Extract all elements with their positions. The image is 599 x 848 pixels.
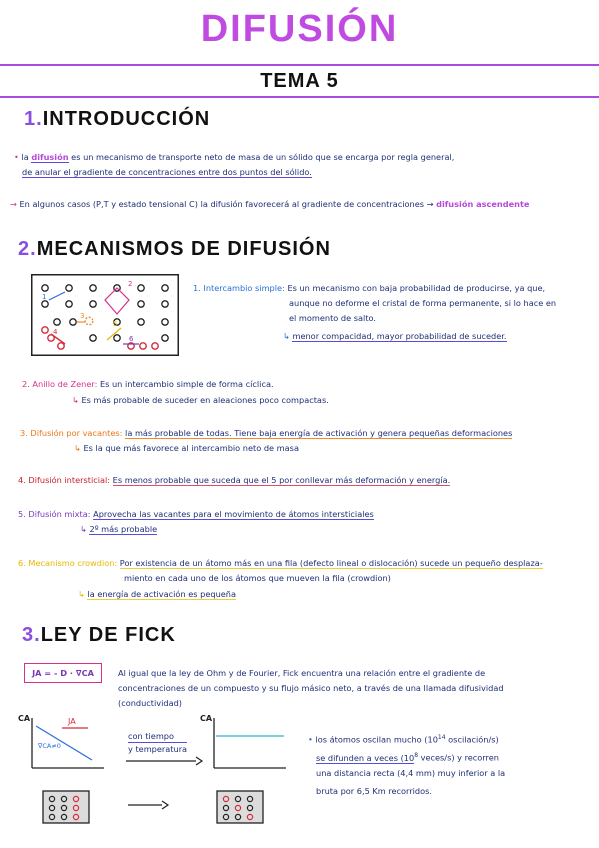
mech-5-line-1 <box>18 507 374 522</box>
fick-bullet-1-text: los átomos oscilan mucho (10 <box>315 734 438 745</box>
mech-1-line-4: ↳ menor compacidad, mayor probabilidad de suceder. <box>283 331 507 341</box>
exchange-arrow <box>49 292 65 300</box>
page-title: DIFUSIÓN <box>200 8 399 50</box>
graph-1-gradient-label: ∇CA≠0 <box>38 742 61 750</box>
zener-ring <box>105 288 129 314</box>
mech-3-line-2: ↳ Es la que más favorece al intercambio neto de masa <box>74 443 299 453</box>
section-1-heading <box>24 108 210 131</box>
graph-1-flux-label: JA <box>68 717 76 726</box>
fick-line-1: Al igual que la ley de Ohm y de Fourier, Fick encuentra una relación entre el gradiente de <box>118 668 486 678</box>
graph-after <box>200 712 290 772</box>
fig-label-2: 2 <box>128 280 133 288</box>
fick-line-2: concentraciones de un compuesto y su flujo másico neto, a través de una llamada difusividad <box>118 683 504 693</box>
fick-bullet-3: una distancia recta (4,4 mm) muy inferior a la <box>316 768 506 778</box>
mech-1-text-1: Es un mecanismo con baja probabilidad de producirse, ya que, <box>287 283 546 293</box>
fig-label-6: 6 <box>129 335 134 343</box>
mech-1-line-2: aunque no deforme el cristal de forma permanente, si lo hace en <box>289 298 557 308</box>
mech-1-line-3: el momento de salto. <box>289 313 376 323</box>
mech-2-line-2: ↳ Es más probable de suceder en aleaciones poco compactas. <box>72 395 329 405</box>
fig-label-1: 1 <box>42 293 47 301</box>
mech-5-text-2: 2º más probable <box>89 524 158 534</box>
fig-label-5: 5 <box>113 320 118 328</box>
mech-6-text-3: la energía de activación es pequeña <box>87 589 237 599</box>
mech-3-label: 3. Difusión por vacantes: <box>20 428 123 438</box>
mech-4-text-1: Es menos probable que suceda que el 5 por conllevar más deformación y energía. <box>112 475 451 485</box>
fick-bullet-2 <box>316 748 499 766</box>
mech-1-label: 1. Intercambio simple: <box>193 283 285 293</box>
mech-1-text-4: menor compacidad, mayor probabilidad de suceder. <box>292 331 507 341</box>
fig-label-3: 3 <box>80 312 85 320</box>
lattice-atoms <box>42 285 168 341</box>
section-2-title: MECANISMOS DE DIFUSIÓN <box>36 238 331 260</box>
mech-6-line-1 <box>18 556 543 571</box>
fick-bullet-2-text-b: veces/s) y recorren <box>420 752 499 763</box>
mech-3-line-1 <box>20 426 512 441</box>
intro-paragraph-1-cont <box>22 165 312 180</box>
title-divider <box>0 64 599 66</box>
fick-line-3: (conductividad) <box>118 698 182 708</box>
time-arrow <box>124 756 204 766</box>
section-1-title: INTRODUCCIÓN <box>42 108 211 130</box>
intro-paragraph-2: → En algunos casos (P,T y estado tensional C) la difusión favorecerá al gradiente de concentraciones → difusión ascendente <box>10 199 530 209</box>
mech-2-text-2: Es más probable de suceder en aleaciones poco compactas. <box>81 395 329 405</box>
intro-paragraph-1: • la difusión es un mecanismo de transporte neto de masa de un sólido que se encarga por regla general, <box>14 152 455 162</box>
lattice-after <box>216 790 264 824</box>
mech-2-text-1: Es un intercambio simple de forma cíclica. <box>99 379 274 389</box>
time-label: con tiempo <box>128 730 187 743</box>
graph-before <box>18 712 108 772</box>
graph-1-y-label: CA <box>18 714 31 723</box>
section-2-heading <box>18 238 331 261</box>
mech-4-label: 4. Difusión intersticial: <box>18 475 111 485</box>
fick-formula-box <box>24 663 102 683</box>
vacancy-site <box>85 317 93 325</box>
section-3-number: 3. <box>22 624 41 646</box>
mech-2-label: 2. Anillo de Zener: <box>22 379 98 389</box>
fick-bullet-1: • los átomos oscilan mucho ($10^{14}$ oscilación/s) <box>308 734 499 745</box>
fick-formula: JA = - D · ∇CA <box>32 668 94 678</box>
mech-3-text-1: la más probable de todas. Tiene baja energía de activación y genera pequeñas deformaciones <box>125 428 513 438</box>
temp-label: y temperatura <box>128 744 188 754</box>
mech-3-text-2: Es la que más favorece al intercambio neto de masa <box>83 443 299 453</box>
intro-text-b: es un mecanismo de transporte neto de masa de un sólido que se encarga por regla general, <box>71 152 455 162</box>
intro-text-a: la <box>21 152 29 162</box>
section-3-heading <box>22 624 176 647</box>
mech-5-text-1: Aprovecha las vacantes para el movimiento de átomos intersticiales <box>93 509 374 519</box>
intro-text-d: En algunos casos (P,T y estado tensional C) la difusión favorecerá al gradiente de concentraciones → <box>19 199 434 209</box>
time-temp-label <box>128 730 187 755</box>
section-3-title: LEY DE FICK <box>40 624 176 646</box>
mech-1-line-1 <box>193 281 545 296</box>
mech-5-label: 5. Difusión mixta: <box>18 509 91 519</box>
mech-6-text-1: Por existencia de un átomo más en una fila (defecto lineal o dislocación) sucede un pequeño desplaza- <box>119 558 543 568</box>
fick-bullet-1-text-b: oscilación/s) <box>448 734 499 745</box>
section-1-number: 1. <box>24 108 43 130</box>
fick-bullet-1-sup: 14 <box>437 734 446 741</box>
intro-text-c: de anular el gradiente de concentraciones entre dos puntos del sólido. <box>22 167 312 177</box>
mech-6-label: 6. Mecanismo crowdion: <box>18 558 118 568</box>
red-atoms <box>42 327 158 349</box>
mech-6-line-3: ↳ la energía de activación es pequeña <box>78 589 237 599</box>
lattice-arrow <box>126 800 170 810</box>
mech-2-line-1 <box>22 377 274 392</box>
fick-bullet-2-sup: 8 <box>414 752 419 759</box>
intro-highlight-2: difusión ascendente <box>436 199 530 209</box>
section-2-number: 2. <box>18 238 37 260</box>
graph-2-y-label: CA <box>200 714 213 723</box>
topic-label: TEMA 5 <box>260 70 339 92</box>
mech-5-line-2: ↳ 2º más probable <box>80 524 158 534</box>
fick-bullet-4: bruta por 6,5 Km recorridos. <box>316 786 432 796</box>
lattice-before <box>42 790 90 824</box>
topic-divider <box>0 96 599 98</box>
fick-bullet-2-text: se difunden a veces (10 <box>316 752 415 763</box>
intro-highlight: difusión <box>31 152 69 162</box>
mech-6-line-2: miento en cada uno de los átomos que mueven la fila (crowdion) <box>124 573 391 583</box>
fig-label-4: 4 <box>53 328 58 336</box>
mechanisms-figure <box>31 274 179 356</box>
mech-4-line-1 <box>18 473 450 488</box>
